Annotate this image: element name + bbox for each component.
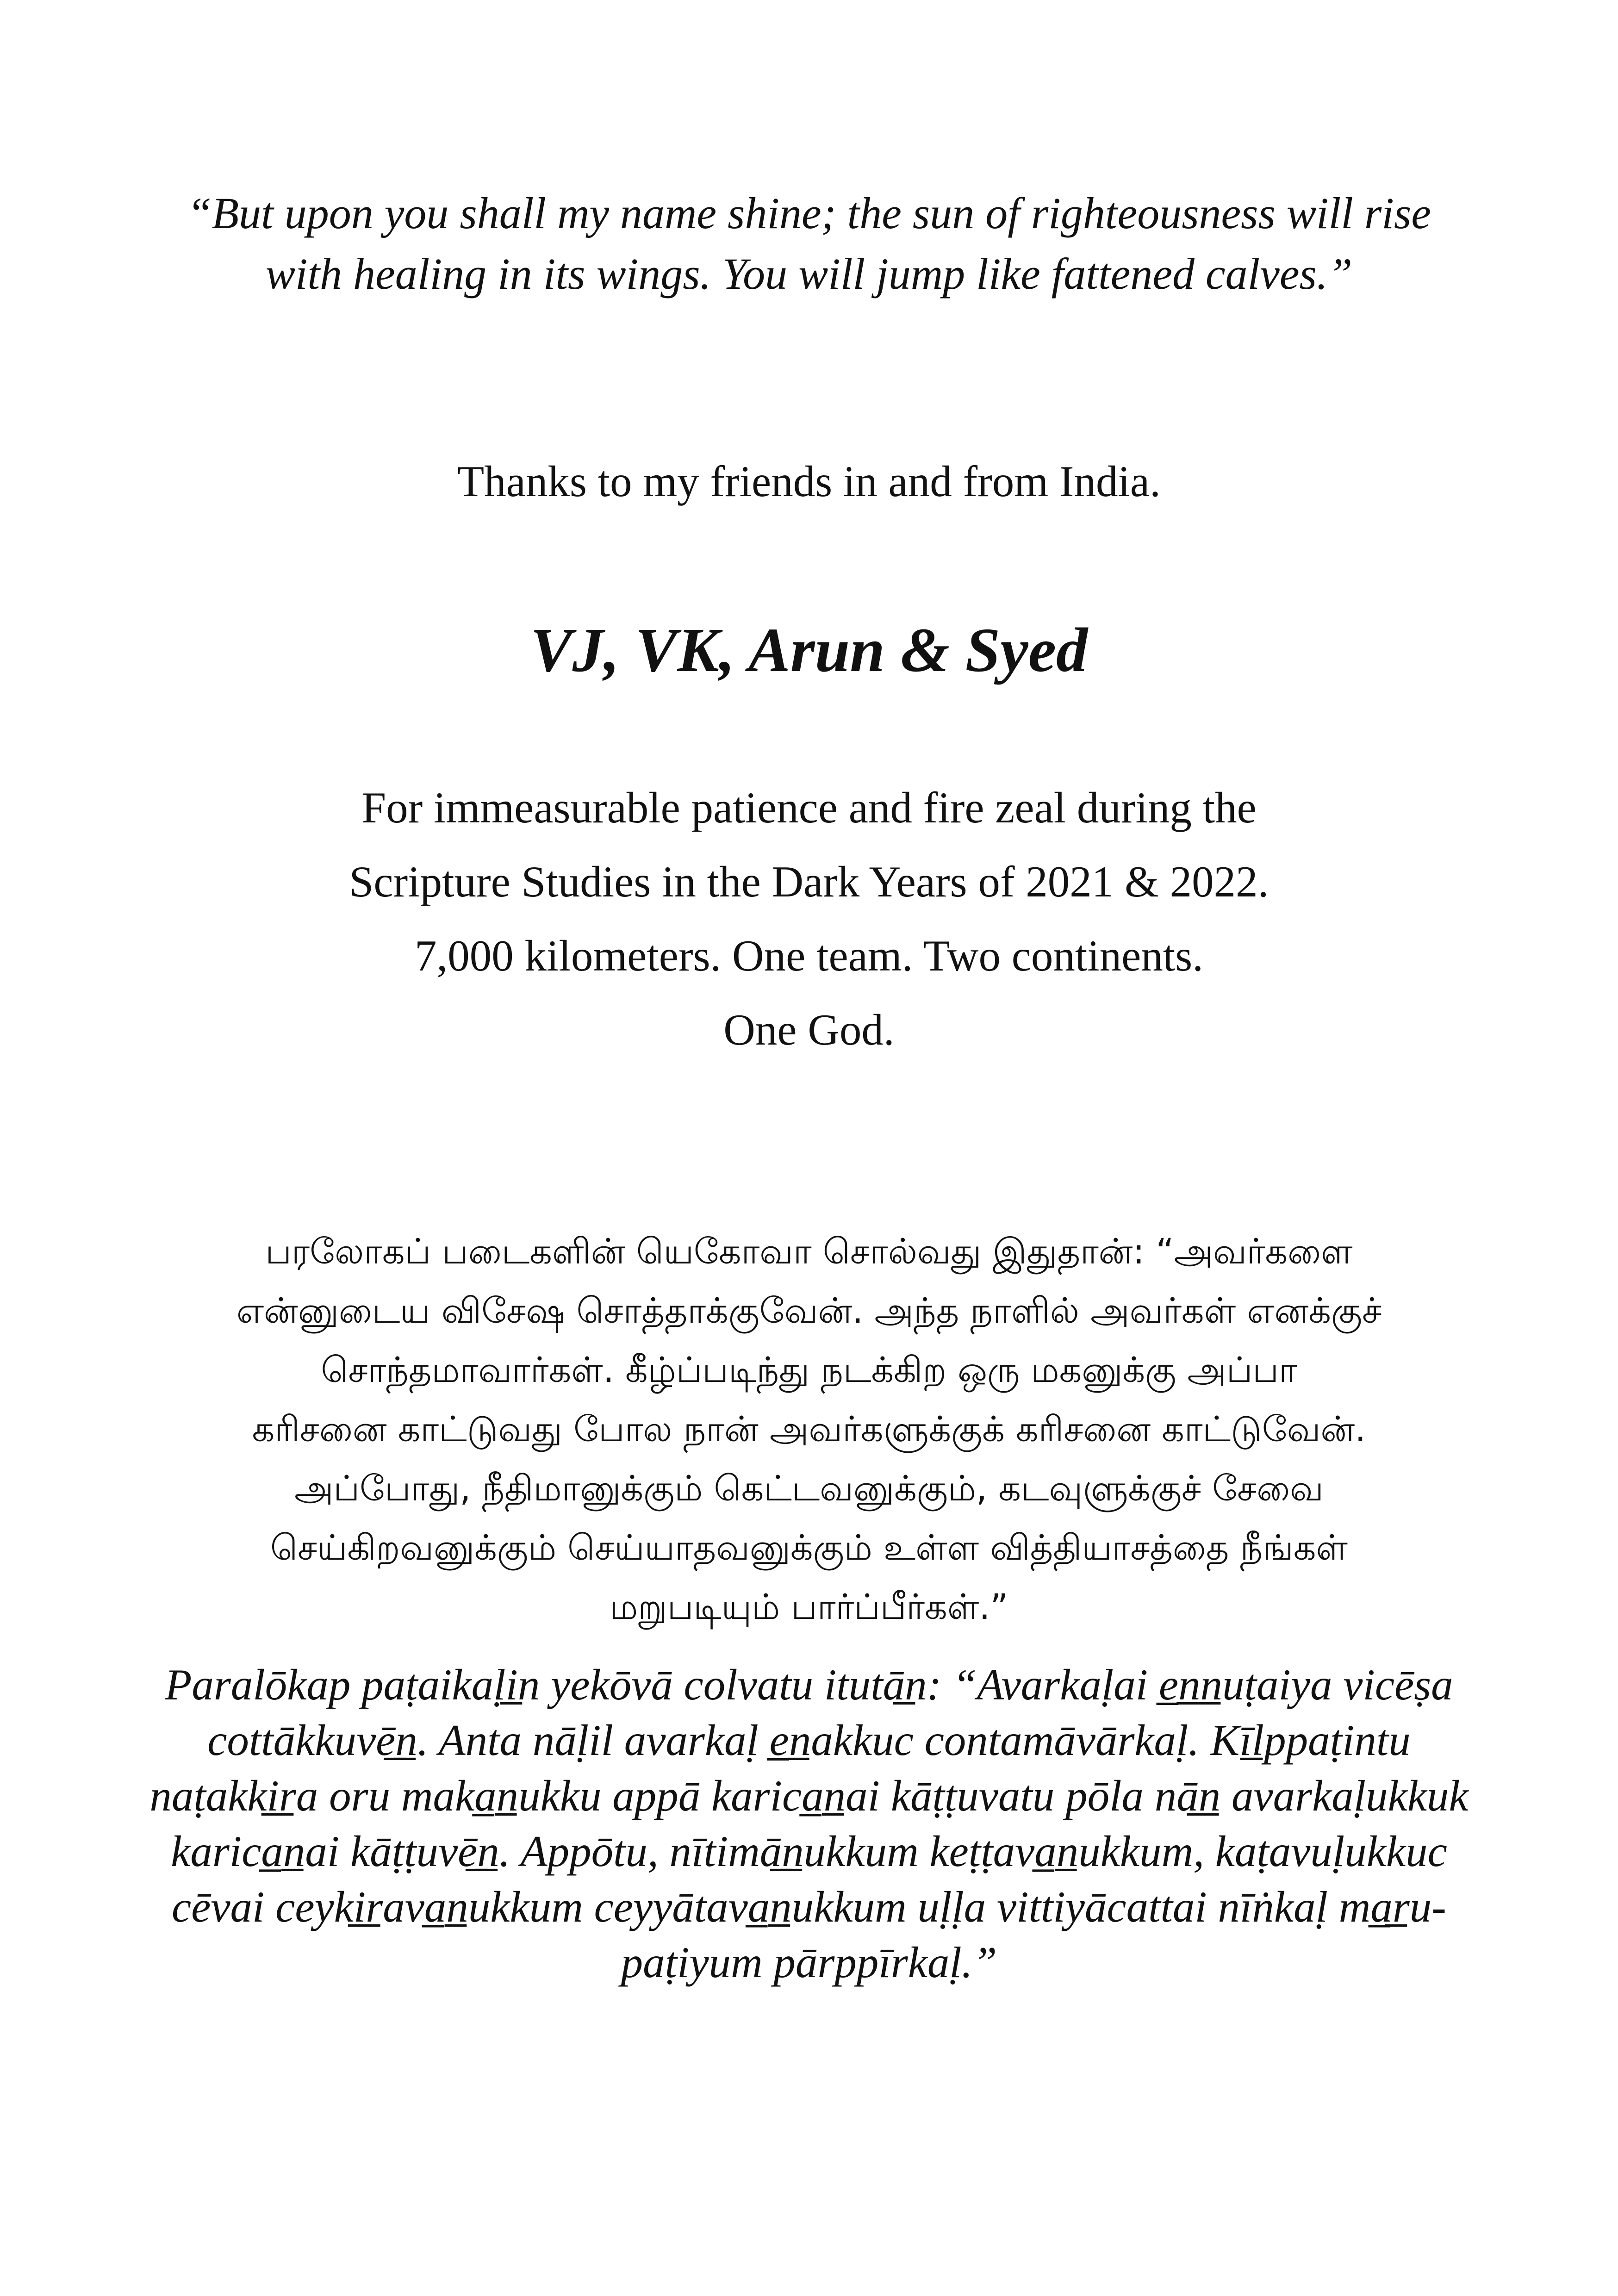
transliteration-line: naṭakki̲r̲a oru maka̲n̲ukku appā karica̲n̲ai kāṭṭuvatu pōla nā̲n̲ avarkaḷukkuk xyxy=(149,1771,1469,1820)
tamil-line: செய்கிறவனுக்கும் செய்யாதவனுக்கும் உள்ள வித்தியாசத்தை நீங்கள் xyxy=(270,1527,1348,1568)
tamil-scripture-passage xyxy=(0,1222,1618,1636)
epigraph-line: “But upon you shall my name shine; the sun of righteousness will rise xyxy=(187,188,1431,238)
transliteration-line: karica̲n̲ai kāṭṭuvē̲n̲. Appōtu, nītimā̲n̲ukkum keṭṭava̲n̲ukkum, kaṭavuḷukkuc xyxy=(171,1827,1447,1876)
dedication-line: Scripture Studies in the Dark Years of 2021 & 2022. xyxy=(349,857,1269,906)
dedicated-names: VJ, VK, Arun & Syed xyxy=(530,616,1088,685)
tamil-line: மறுபடியும் பார்ப்பீர்கள்.” xyxy=(610,1586,1008,1627)
transliteration-line: Paralōkap paṭaikaḷi̲n yekōvā colvatu itutā̲n: “Avarkaḷai e̲n̲n̲uṭaiya vicēṣa xyxy=(165,1660,1453,1709)
tamil-line: என்னுடைய விசேஷ சொத்தாக்குவேன். அந்த நாளில் அவர்கள் எனக்குச் xyxy=(236,1290,1382,1331)
thanks-line: Thanks to my friends in and from India. xyxy=(457,457,1161,506)
tamil-line: பரலோகப் படைகளின் யெகோவா சொல்வது இதுதான்: “அவர்களை xyxy=(265,1231,1353,1272)
transliteration-passage xyxy=(0,1657,1618,1990)
transliteration-line: paṭiyum pārppīrkaḷ.” xyxy=(621,1938,997,1987)
transliteration-line: cēvai ceyki̲r̲ava̲n̲ukkum ceyyātava̲n̲ukkum uḷḷa vittiyācattai nīṅkaḷ ma̲r̲u- xyxy=(172,1882,1446,1931)
dedication-line: One God. xyxy=(723,1005,895,1054)
transliteration-line: cottākkuvē̲n̲. Anta nāḷil avarkaḷ e̲n̲akkuc contamāvārkaḷ. Kī̲ḻppaṭintu xyxy=(207,1716,1411,1765)
epigraph-quote xyxy=(0,183,1618,304)
dedication-line: 7,000 kilometers. One team. Two continents. xyxy=(415,931,1203,980)
dedication-paragraph xyxy=(0,771,1618,1067)
tamil-line: அப்போது, நீதிமானுக்கும் கெட்டவனுக்கும், கடவுளுக்குச் சேவை xyxy=(294,1468,1324,1509)
tamil-line: சொந்தமாவார்கள். கீழ்ப்படிந்து நடக்கிற ஒரு மகனுக்கு அப்பா xyxy=(321,1349,1297,1390)
epigraph-line: with healing in its wings. You will jump like fattened calves.” xyxy=(265,249,1353,299)
tamil-line: கரிசனை காட்டுவது போல நான் அவர்களுக்குக் கரிசனை காட்டுவேன். xyxy=(252,1408,1366,1450)
dedication-line: For immeasurable patience and fire zeal during the xyxy=(361,783,1257,832)
